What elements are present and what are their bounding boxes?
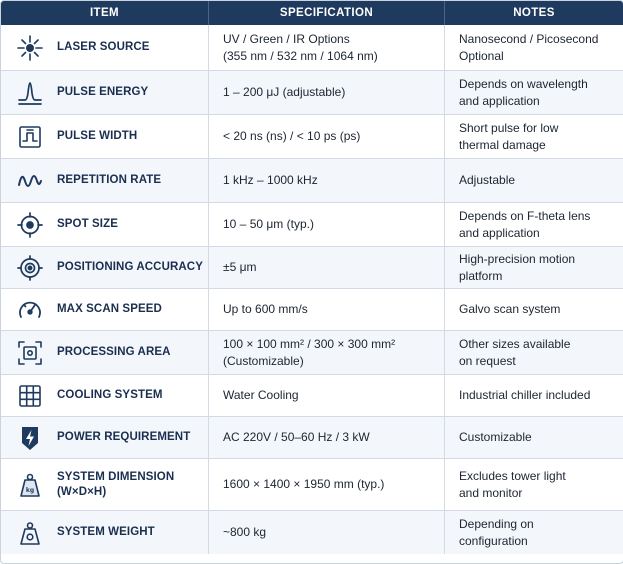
item-cell xyxy=(1,459,209,510)
target-icon xyxy=(15,253,45,283)
item-label: COOLING SYSTEM xyxy=(57,389,163,401)
item-cell xyxy=(1,375,209,416)
table-row xyxy=(1,289,623,331)
table-row xyxy=(1,203,623,247)
header-notes: NOTES xyxy=(513,7,555,19)
item-cell xyxy=(1,289,209,330)
crosshair-icon xyxy=(15,210,45,240)
item-cell xyxy=(1,417,209,458)
item-label: SYSTEM DIMENSION (W×D×H) xyxy=(57,470,175,498)
item-cell xyxy=(1,159,209,202)
sine-wave-icon xyxy=(15,166,45,196)
table-row xyxy=(1,71,623,115)
header-item: ITEM xyxy=(1,1,209,25)
table-row xyxy=(1,511,623,554)
item-label: REPETITION RATE xyxy=(57,174,162,186)
table-row xyxy=(1,375,623,417)
header-specification: SPECIFICATION xyxy=(209,1,445,25)
item-label: SYSTEM WEIGHT xyxy=(57,526,155,538)
specification-cell: < 20 ns (ns) / < 10 ps (ps) xyxy=(209,115,445,158)
table-row xyxy=(1,417,623,459)
notes-cell: Depends on wavelength and application xyxy=(459,76,588,108)
specification-cell: 1 – 200 μJ (adjustable) xyxy=(209,71,445,114)
specification-cell: ~800 kg xyxy=(209,511,445,554)
table-row xyxy=(1,459,623,511)
item-cell xyxy=(1,203,209,246)
specification-cell: AC 220V / 50–60 Hz / 3 kW xyxy=(209,417,445,458)
notes-cell: Depending on configuration xyxy=(459,516,534,548)
item-cell xyxy=(1,25,209,70)
item-label: POSITIONING ACCURACY xyxy=(57,261,203,273)
laser-burst-icon xyxy=(15,33,45,63)
item-cell xyxy=(1,247,209,288)
table-row xyxy=(1,115,623,159)
notes-cell: Adjustable xyxy=(459,173,516,187)
area-frame-icon xyxy=(15,338,45,368)
item-cell xyxy=(1,71,209,114)
specification-cell: 10 – 50 μm (typ.) xyxy=(209,203,445,246)
power-bolt-icon xyxy=(15,423,45,453)
table-row xyxy=(1,331,623,375)
notes-cell: Industrial chiller included xyxy=(459,388,591,402)
item-cell xyxy=(1,115,209,158)
specification-cell: ±5 μm xyxy=(209,247,445,288)
item-label: PROCESSING AREA xyxy=(57,346,171,358)
item-label: POWER REQUIREMENT xyxy=(57,431,191,443)
table-header xyxy=(1,1,623,25)
cooling-grid-icon xyxy=(15,381,45,411)
specification-cell: 100 × 100 mm² / 300 × 300 mm² (Customizable) xyxy=(209,331,445,374)
weight-icon xyxy=(15,518,45,548)
speedometer-icon xyxy=(15,295,45,325)
item-label: SPOT SIZE xyxy=(57,218,118,230)
specification-cell: 1 kHz – 1000 kHz xyxy=(209,159,445,202)
table-row xyxy=(1,159,623,203)
pulse-width-icon xyxy=(15,122,45,152)
item-cell xyxy=(1,511,209,554)
pulse-peak-icon xyxy=(15,78,45,108)
table-row xyxy=(1,25,623,71)
item-label: LASER SOURCE xyxy=(57,41,150,53)
notes-cell: Nanosecond / Picosecond Optional xyxy=(459,31,599,63)
notes-cell: High-precision motion platform xyxy=(459,251,576,283)
item-cell xyxy=(1,331,209,374)
notes-cell: Galvo scan system xyxy=(459,302,561,316)
notes-cell: Other sizes available on request xyxy=(459,336,571,368)
specification-cell: 1600 × 1400 × 1950 mm (typ.) xyxy=(209,459,445,510)
item-label: PULSE WIDTH xyxy=(57,130,138,142)
notes-cell: Depends on F-theta lens and application xyxy=(459,208,591,240)
specification-cell: Water Cooling xyxy=(209,375,445,416)
dimension-box-icon xyxy=(15,470,45,500)
notes-cell: Customizable xyxy=(459,430,532,444)
table-body xyxy=(1,25,623,554)
notes-cell: Excludes tower light and monitor xyxy=(459,468,566,500)
table-row xyxy=(1,247,623,289)
item-label: MAX SCAN SPEED xyxy=(57,303,162,315)
specification-cell: Up to 600 mm/s xyxy=(209,289,445,330)
notes-cell: Short pulse for low thermal damage xyxy=(459,120,559,152)
item-label: PULSE ENERGY xyxy=(57,86,149,98)
specification-cell: UV / Green / IR Options (355 nm / 532 nm / 1064 nm) xyxy=(209,25,445,70)
svg-text:kg: kg xyxy=(25,486,35,494)
